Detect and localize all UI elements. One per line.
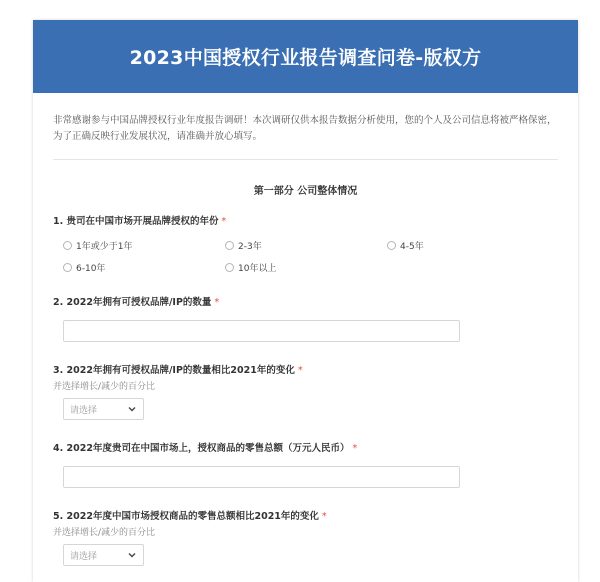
required-mark: *	[297, 365, 303, 376]
radio-option[interactable]	[63, 261, 225, 274]
radio-label: 10年以上	[238, 264, 277, 274]
question-3-hint: 并选择增长/减少的百分比	[53, 382, 156, 392]
question-3-title	[53, 364, 558, 378]
question-1-options	[53, 239, 558, 274]
retail-change-select[interactable]	[63, 544, 144, 566]
brand-count-input[interactable]	[63, 320, 460, 342]
question-3-label: 3. 2022年拥有可授权品牌/IP的数量相比2021年的变化	[53, 365, 295, 376]
required-mark: *	[221, 216, 227, 227]
question-5-hint: 并选择增长/减少的百分比	[53, 528, 156, 538]
survey-title: 2023中国授权行业报告调查问卷-版权方	[33, 20, 578, 93]
question-4-label: 4. 2022年度贵司在中国市场上，授权商品的零售总额（万元人民币）	[53, 443, 350, 454]
question-2-title	[53, 296, 558, 310]
select-value: 请选择	[70, 551, 98, 562]
radio-option[interactable]	[63, 239, 225, 252]
question-1	[53, 215, 558, 274]
radio-circle-icon[interactable]	[225, 263, 234, 272]
required-mark: *	[321, 511, 327, 522]
question-2-label: 2. 2022年拥有可授权品牌/IP的数量	[53, 297, 212, 308]
question-5	[53, 510, 558, 566]
survey-content	[33, 113, 578, 566]
section-title: 第一部分 公司整体情况	[253, 186, 358, 197]
question-2	[53, 296, 558, 342]
survey-card	[33, 20, 578, 582]
intro-text: 非常感谢参与中国品牌授权行业年度报告调研！本次调研仅供本报告数据分析使用，您的个人及公司信息将被严格保密，为了正确反映行业发展状况，请准确并放心填写。	[53, 113, 558, 160]
retail-total-input[interactable]	[63, 466, 460, 488]
radio-circle-icon[interactable]	[225, 241, 234, 250]
question-4	[53, 442, 558, 488]
select-value: 请选择	[70, 405, 98, 416]
radio-label: 4-5年	[400, 242, 424, 252]
radio-circle-icon[interactable]	[63, 241, 72, 250]
question-5-label: 5. 2022年度中国市场授权商品的零售总额相比2021年的变化	[53, 511, 319, 522]
radio-label: 2-3年	[238, 242, 262, 252]
question-3	[53, 364, 558, 420]
radio-option[interactable]	[225, 239, 387, 252]
radio-option[interactable]	[225, 261, 387, 274]
radio-circle-icon[interactable]	[387, 241, 396, 250]
radio-label: 6-10年	[76, 264, 106, 274]
radio-circle-icon[interactable]	[63, 263, 72, 272]
brand-change-select[interactable]	[63, 398, 144, 420]
question-5-title	[53, 510, 558, 524]
question-1-label: 1. 贵司在中国市场开展品牌授权的年份	[53, 216, 219, 227]
radio-label: 1年或少于1年	[76, 242, 133, 252]
question-1-title	[53, 215, 558, 229]
chevron-down-icon	[127, 404, 137, 414]
radio-option[interactable]	[387, 239, 507, 252]
question-4-title	[53, 442, 558, 456]
required-mark: *	[214, 297, 220, 308]
required-mark: *	[352, 443, 358, 454]
chevron-down-icon	[127, 550, 137, 560]
